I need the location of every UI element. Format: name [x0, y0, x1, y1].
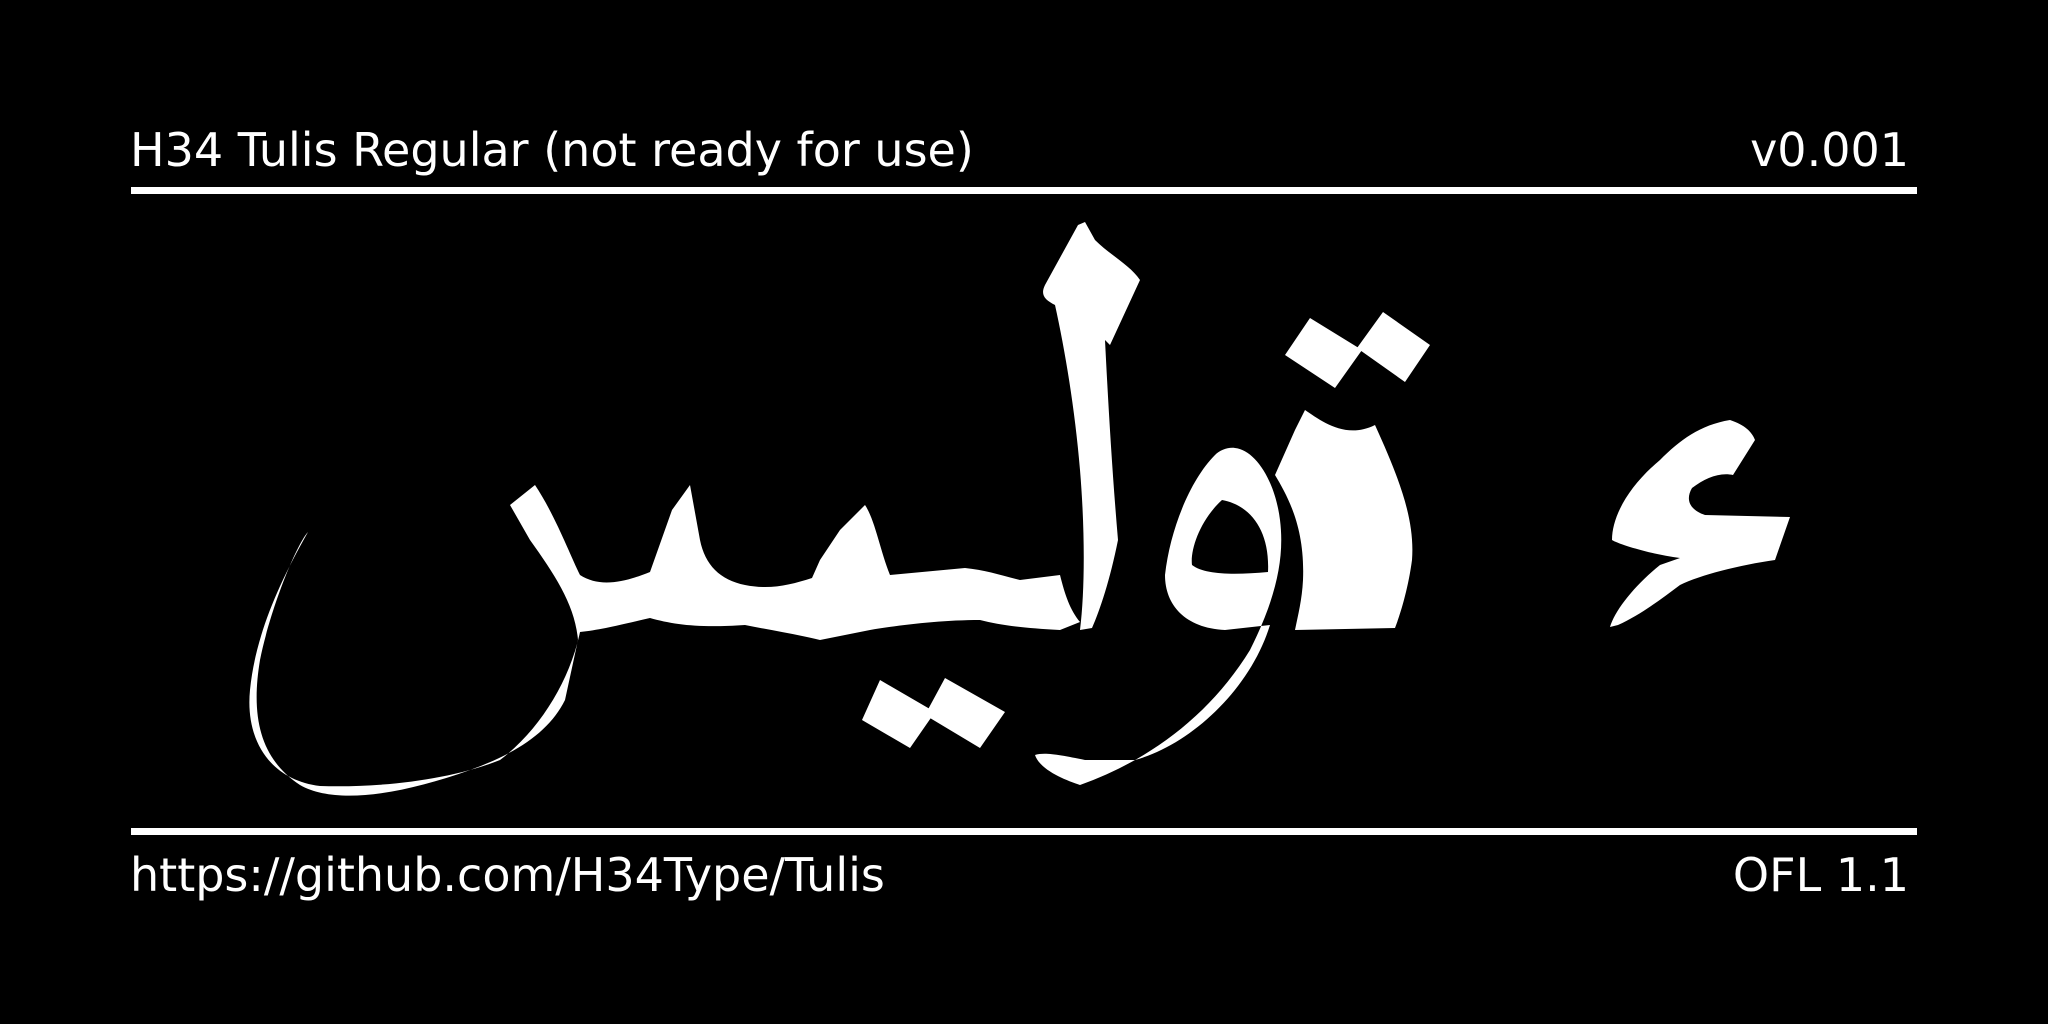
- specimen-calligraphy: [249, 222, 1790, 796]
- specimen-language: [0, 0, 1, 1]
- font-title: H34 Tulis Regular (not ready for use): [130, 123, 974, 177]
- license-label: OFL 1.1: [1732, 848, 1909, 902]
- specimen-text: [0, 0, 1, 1]
- top-divider: [131, 187, 1917, 194]
- version-label: v0.001: [1750, 123, 1909, 177]
- glyph-seen: [249, 485, 1080, 796]
- bottom-divider: [131, 828, 1917, 835]
- glyph-lam: [1043, 222, 1140, 630]
- glyph-hamza: [1610, 420, 1790, 627]
- glyph-dots-above: [1285, 312, 1430, 388]
- glyph-dots-below: [862, 678, 1005, 748]
- glyph-teh: [1275, 410, 1412, 630]
- arabic-specimen-glyphs: [131, 196, 1917, 826]
- repository-url: https://github.com/H34Type/Tulis: [130, 848, 885, 902]
